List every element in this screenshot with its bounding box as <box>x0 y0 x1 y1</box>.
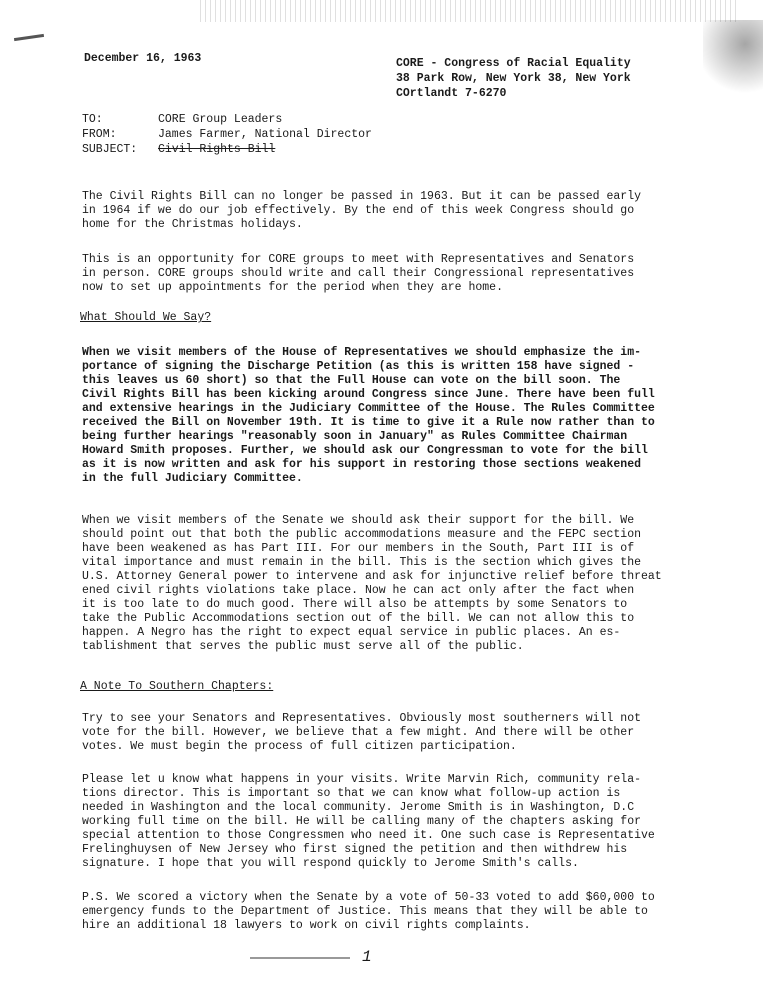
heading-what-should-we-say: What Should We Say? <box>80 311 212 324</box>
paragraph-southern <box>82 712 702 754</box>
text-line: Howard Smith proposes. Further, we should ask our Congressman to vote for the bill <box>82 444 648 457</box>
scan-artifact-top <box>200 0 740 22</box>
text-line: The Civil Rights Bill can no longer be passed in 1963. But it can be passed early <box>82 190 641 203</box>
org-name: CORE - Congress of Racial Equality <box>396 57 631 70</box>
text-line: home for the Christmas holidays. <box>82 218 303 231</box>
org-street: 38 Park Row, New York 38, New York <box>396 72 631 85</box>
memo-subject-row <box>82 142 372 157</box>
page-number: 1 <box>362 948 372 966</box>
text-line: tions director. This is important so that we can know what follow-up action is <box>82 787 621 800</box>
text-line: votes. We must begin the process of full citizen participation. <box>82 740 517 753</box>
text-line: needed in Washington and the local community. Jerome Smith is in Washington, D.C <box>82 801 635 814</box>
text-line: U.S. Attorney General power to intervene and ask for injunctive relief before threat <box>82 570 662 583</box>
text-line: signature. I hope that you will respond quickly to Jerome Smith's calls. <box>82 857 579 870</box>
text-line: When we visit members of the Senate we should ask their support for the bill. We <box>82 514 635 527</box>
memo-from-value: James Farmer, National Director <box>158 128 372 141</box>
memo-to-label: TO: <box>82 113 103 126</box>
text-line: Try to see your Senators and Representatives. Obviously most southerners will not <box>82 712 641 725</box>
memo-subject-value: Civil Rights Bill <box>158 143 276 156</box>
text-line: in 1964 if we do our job effectively. By the end of this week Congress should go <box>82 204 635 217</box>
memo-subject-label: SUBJECT: <box>82 143 138 156</box>
heading-southern-chapters: A Note To Southern Chapters: <box>80 680 274 693</box>
text-line: portance of signing the Discharge Petition (as this is written 158 have signed - <box>82 360 635 373</box>
memo-header <box>82 112 372 157</box>
text-line: Frelinghuysen of New Jersey who first signed the petition and then withdrew his <box>82 843 628 856</box>
paragraph-house <box>82 346 702 486</box>
text-line: and extensive hearings in the Judiciary Committee of the House. The Rules Committee <box>82 402 655 415</box>
memo-to-value: CORE Group Leaders <box>158 113 283 126</box>
text-line: in person. CORE groups should write and call their Congressional representatives <box>82 267 635 280</box>
text-line: this leaves us 60 short) so that the Full House can vote on the bill soon. The <box>82 374 621 387</box>
text-line: emergency funds to the Department of Justice. This means that they will be able to <box>82 905 648 918</box>
memo-to-row <box>82 112 372 127</box>
org-address-block <box>396 56 631 101</box>
paragraph-opportunity <box>82 253 702 295</box>
text-line: being further hearings "reasonably soon in January" as Rules Committee Chairman <box>82 430 628 443</box>
text-line: P.S. We scored a victory when the Senate by a vote of 50-33 voted to add $60,000 to <box>82 891 655 904</box>
paragraph-senate <box>82 514 702 654</box>
text-line: When we visit members of the House of Representatives we should emphasize the im- <box>82 346 641 359</box>
org-phone: COrtlandt 7-6270 <box>396 87 507 100</box>
memo-from-row <box>82 127 372 142</box>
scan-mark-left <box>14 34 44 41</box>
memo-from-label: FROM: <box>82 128 117 141</box>
text-line: ened civil rights violations take place. Now he can act only after the fact when <box>82 584 635 597</box>
text-line: have been weakened as has Part III. For our members in the South, Part III is of <box>82 542 635 555</box>
scan-smudge-bottom <box>250 957 350 959</box>
text-line: Please let u know what happens in your visits. Write Marvin Rich, community rela- <box>82 773 641 786</box>
text-line: happen. A Negro has the right to expect equal service in public places. An es- <box>82 626 621 639</box>
paragraph-intro <box>82 190 702 232</box>
text-line: hire an additional 18 lawyers to work on civil rights complaints. <box>82 919 531 932</box>
text-line: working full time on the bill. He will be calling many of the chapters asking for <box>82 815 641 828</box>
memo-date: December 16, 1963 <box>84 52 202 65</box>
text-line: as it is now written and ask for his support in restoring those sections weakened <box>82 458 641 471</box>
paragraph-postscript <box>82 891 702 933</box>
text-line: in the full Judiciary Committee. <box>82 472 303 485</box>
text-line: now to set up appointments for the period when they are home. <box>82 281 503 294</box>
text-line: it is too late to do much good. There will also be attempts by some Senators to <box>82 598 628 611</box>
text-line: should point out that both the public accommodations measure and the FEPC section <box>82 528 641 541</box>
text-line: vital importance and must remain in the bill. This is the section which gives the <box>82 556 641 569</box>
text-line: special attention to those Congressmen who need it. One such case is Representative <box>82 829 655 842</box>
text-line: Civil Rights Bill has been kicking around Congress since June. There have been full <box>82 388 655 401</box>
paragraph-follow-up <box>82 773 702 871</box>
scan-artifact-right <box>703 20 763 100</box>
text-line: vote for the bill. However, we believe that a few might. And there will be other <box>82 726 635 739</box>
text-line: This is an opportunity for CORE groups to meet with Representatives and Senators <box>82 253 635 266</box>
text-line: tablishment that serves the public must serve all of the public. <box>82 640 524 653</box>
text-line: received the Bill on November 19th. It is time to give it a Rule now rather than to <box>82 416 655 429</box>
text-line: take the Public Accommodations section out of the bill. We can not allow this to <box>82 612 635 625</box>
